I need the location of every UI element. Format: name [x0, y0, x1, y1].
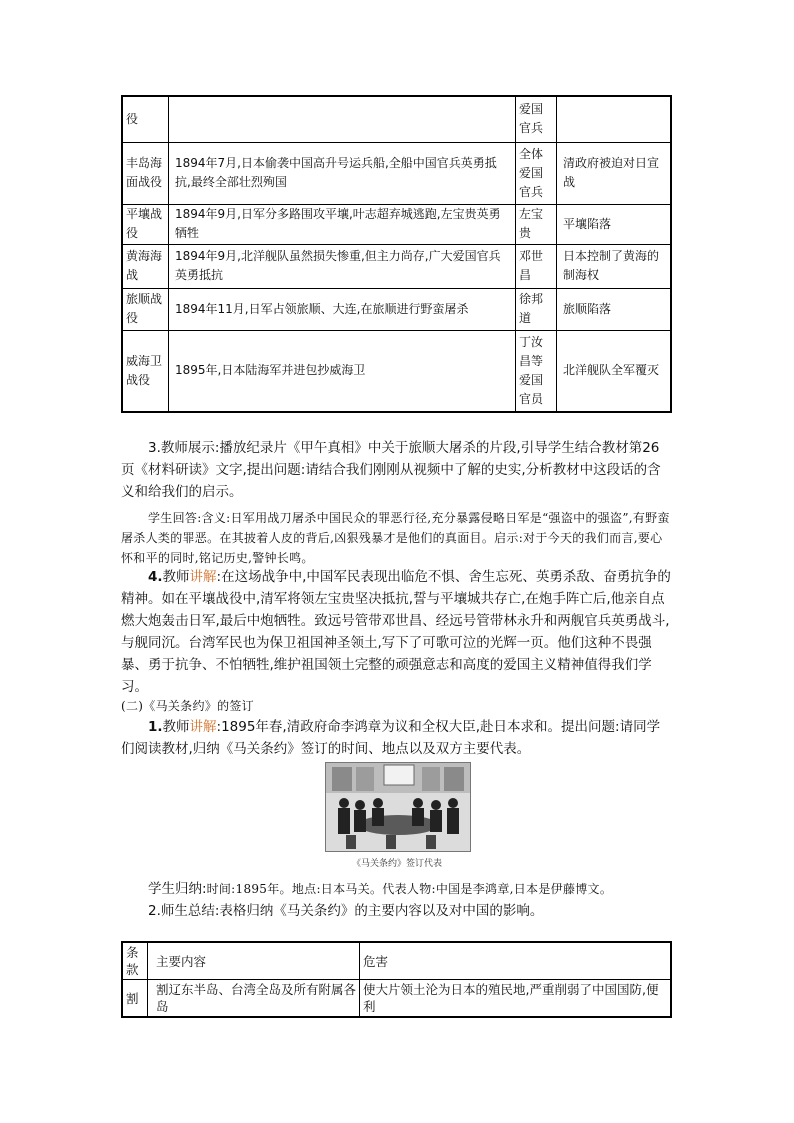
body-text: :在这场战争中,中国军民表现出临危不惧、舍生忘死、英勇杀敌、奋勇抗争的精神。如在平壤战役中,清军将领左宝贵坚决抵抗,誓与平壤城共存亡,在炮手阵亡后,他亲自点燃大炮轰击日军,最后中炮牺牲。致远号管带邓世昌、经远号管带林永升和两舰官兵英勇战斗,与舰同沉。台湾军民也为保卫祖国神圣领土,写下了可歌可泣的光辉一页。他们这种不畏强暴、勇于抗争、不怕牺牲,维护祖国领土完整的顽强意志和高度的爱国主义精神值得我们学习。	[121, 569, 671, 695]
event-cell: 1895年,日本陆海军并进包抄威海卫	[169, 330, 516, 412]
event-cell: 1894年7月,日本偷袭中国高升号运兵船,全船中国官兵英勇抵抗,最终全部壮烈殉国	[169, 142, 516, 204]
paragraph-teacher-show: 3.教师展示:播放纪录片《甲午真相》中关于旅顺大屠杀的片段,引导学生结合教材第26页《材料研读》文字,提出问题:请结合我们刚刚从视频中了解的史实,分析教材中这段话的含义和给我们的启示。	[121, 440, 661, 500]
table-cell: 使大片领土沦为日本的殖民地,严重削弱了中国国防,便利	[360, 980, 672, 1018]
result-cell	[557, 96, 672, 142]
keyword-explain: 讲解	[189, 569, 217, 585]
summary-text: 时间:1895年。地点:日本马关。代表人物:中国是李鸿章,日本是伊藤博文。	[206, 882, 613, 896]
result-cell: 清政府被迫对日宣战	[557, 142, 672, 204]
paragraph-teacher-explain	[121, 566, 672, 698]
table-row	[122, 980, 671, 1018]
result-cell: 旅顺陷落	[557, 288, 672, 330]
battle-cell: 平壤战役	[122, 204, 169, 244]
lead-text: 教师	[162, 569, 190, 585]
table-row	[122, 330, 671, 412]
result-cell: 北洋舰队全军覆灭	[557, 330, 672, 412]
table-row	[122, 244, 671, 288]
header-cell: 主要内容	[148, 942, 360, 980]
battles-table	[121, 95, 672, 413]
item-number: 1.	[148, 719, 163, 735]
treaty-table	[121, 941, 672, 1018]
event-cell: 1894年9月,日军分多路围攻平壤,叶志超弃城逃跑,左宝贵英勇牺牲	[169, 204, 516, 244]
student-summary	[121, 878, 672, 900]
table-row	[122, 204, 671, 244]
treaty-signing-illustration	[325, 762, 471, 852]
lead-text: 教师	[162, 719, 190, 735]
battle-cell: 黄海海战	[122, 244, 169, 288]
body-text: :1895年春,清政府命李鸿章为议和全权大臣,赴日本求和。提出问题:请同学们阅读教材,归纳《马关条约》签订的时间、地点以及双方主要代表。	[121, 719, 661, 757]
header-cell: 条款	[122, 942, 148, 980]
people-cell: 丁汝昌等爱国官员	[516, 330, 557, 412]
header-cell: 危害	[360, 942, 672, 980]
table-cell: 割	[122, 980, 148, 1018]
battle-cell: 旅顺战役	[122, 288, 169, 330]
table-header-row	[122, 942, 671, 980]
section-heading: (二)《马关条约》的签订	[121, 699, 254, 713]
table-row	[122, 142, 671, 204]
event-cell: 1894年11月,日军占领旅顺、大连,在旅顺进行野蛮屠杀	[169, 288, 516, 330]
people-cell: 爱国官兵	[516, 96, 557, 142]
item-number: 4.	[148, 569, 163, 585]
battle-cell: 役	[122, 96, 169, 142]
figure-caption: 《马关条约》签订代表	[351, 859, 442, 869]
result-cell: 日本控制了黄海的制海权	[557, 244, 672, 288]
result-cell: 平壤陷落	[557, 204, 672, 244]
paragraph-treaty-intro	[121, 716, 672, 760]
summary-label: 学生归纳:	[148, 881, 207, 897]
battle-cell: 丰岛海面战役	[122, 142, 169, 204]
keyword-explain: 讲解	[189, 719, 217, 735]
student-answer: 学生回答:含义:日军用战刀屠杀中国民众的罪恶行径,充分暴露侵略日军是“强盗中的强盗”,有野蛮屠杀人类的罪恶。在其披着人皮的背后,凶狠残暴才是他们的真面目。启示:对于今天的我们而言,要心怀和平的同时,铭记历史,警钟长鸣。	[121, 511, 670, 565]
people-cell: 邓世昌	[516, 244, 557, 288]
table-cell: 割辽东半岛、台湾全岛及所有附属各岛	[148, 980, 360, 1018]
event-cell	[169, 96, 516, 142]
people-cell: 左宝贵	[516, 204, 557, 244]
battle-cell: 威海卫战役	[122, 330, 169, 412]
people-cell: 全体爱国官兵	[516, 142, 557, 204]
table-row	[122, 96, 671, 142]
paragraph-summary-table: 2.师生总结:表格归纳《马关条约》的主要内容以及对中国的影响。	[148, 903, 544, 919]
event-cell: 1894年9月,北洋舰队虽然损失惨重,但主力尚存,广大爱国官兵英勇抵抗	[169, 244, 516, 288]
table-row	[122, 288, 671, 330]
people-cell: 徐邦道	[516, 288, 557, 330]
illustration-svg	[326, 763, 470, 851]
